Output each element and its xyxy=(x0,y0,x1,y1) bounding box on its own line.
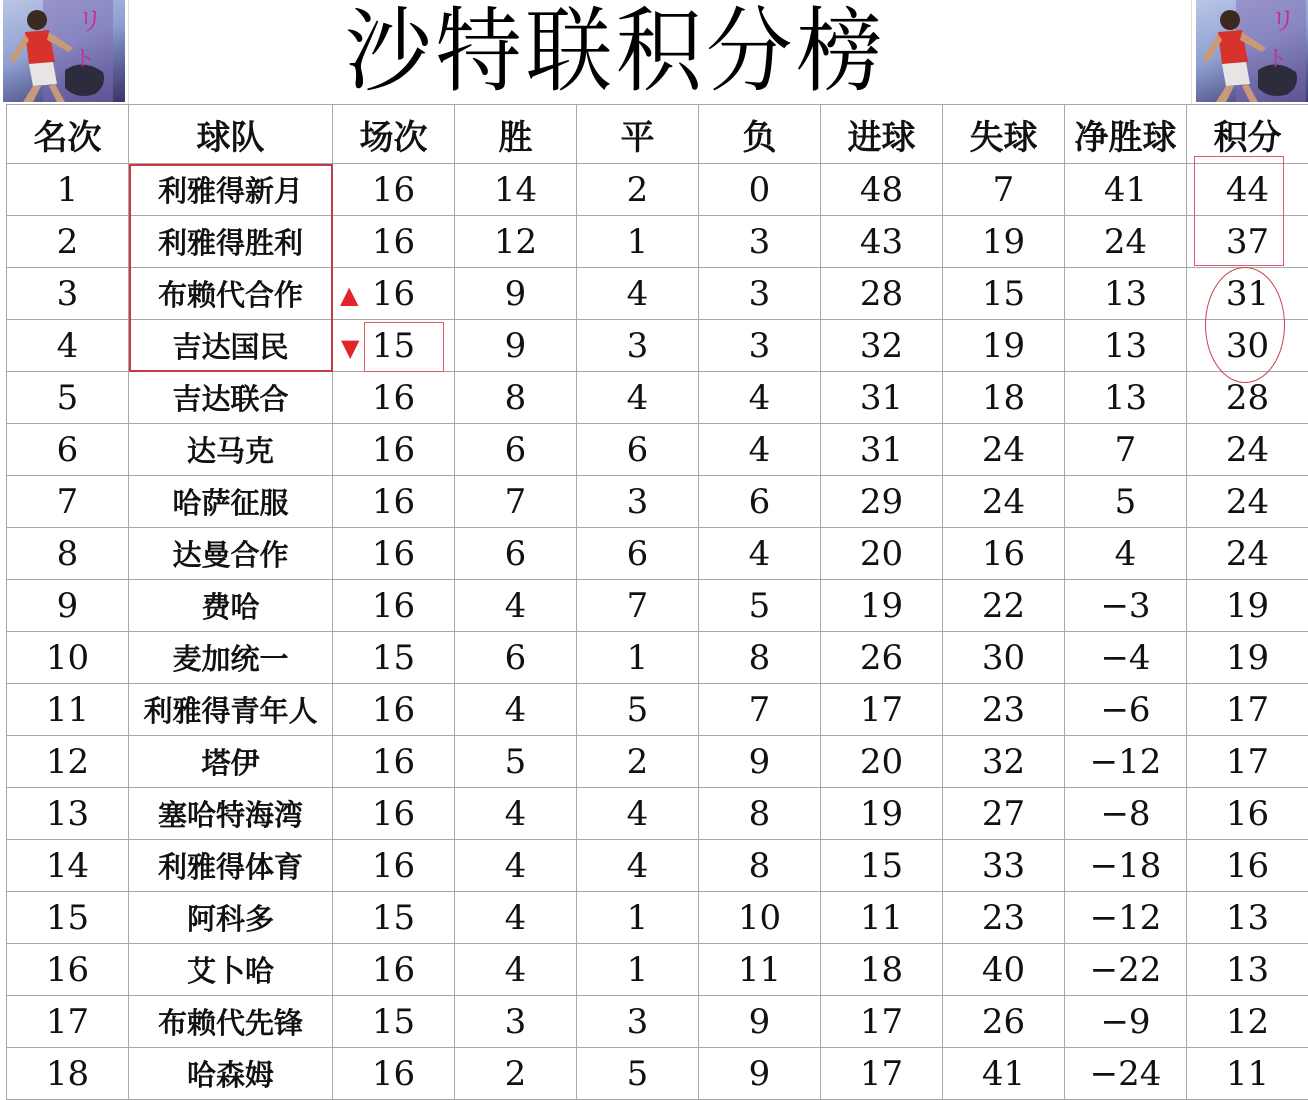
drawn-cell: 4 xyxy=(577,788,699,840)
table-row xyxy=(7,372,1308,424)
points-cell: 17 xyxy=(1187,684,1308,736)
col-header-won: 胜 xyxy=(455,105,577,164)
won-cell: 9 xyxy=(455,320,577,372)
table-row xyxy=(7,684,1308,736)
goals-for-cell: 20 xyxy=(821,736,943,788)
team-name: 阿科多 xyxy=(129,892,333,944)
won-cell: 3 xyxy=(455,996,577,1048)
basketball-player-icon xyxy=(3,0,125,102)
lost-cell: 9 xyxy=(699,1048,821,1100)
rank-cell: 11 xyxy=(7,684,129,736)
lost-cell: 4 xyxy=(699,424,821,476)
drawn-cell: 1 xyxy=(577,892,699,944)
rank-cell: 16 xyxy=(7,944,129,996)
goals-for-cell: 17 xyxy=(821,996,943,1048)
points-cell: 24 xyxy=(1187,528,1308,580)
points-cell: 11 xyxy=(1187,1048,1308,1100)
played-cell: 16 xyxy=(333,528,455,580)
rank-cell: 12 xyxy=(7,736,129,788)
goals-against-cell: 26 xyxy=(943,996,1065,1048)
points-cell: 44 xyxy=(1187,164,1308,216)
team-name: 布赖代先锋 xyxy=(129,996,333,1048)
goal-diff-cell: −8 xyxy=(1065,788,1187,840)
drawn-cell: 3 xyxy=(577,996,699,1048)
team-name: 利雅得青年人 xyxy=(129,684,333,736)
rank-cell: 4 xyxy=(7,320,129,372)
points-cell: 28 xyxy=(1187,372,1308,424)
rank-cell: 5 xyxy=(7,372,129,424)
goal-diff-cell: −24 xyxy=(1065,1048,1187,1100)
points-cell: 17 xyxy=(1187,736,1308,788)
goal-diff-cell: 7 xyxy=(1065,424,1187,476)
svg-text:ト: ト xyxy=(1266,47,1288,72)
table-row xyxy=(7,788,1308,840)
goals-against-cell: 15 xyxy=(943,268,1065,320)
team-name: 塞哈特海湾 xyxy=(129,788,333,840)
lost-cell: 4 xyxy=(699,528,821,580)
played-cell: 16 xyxy=(333,164,455,216)
goals-against-cell: 22 xyxy=(943,580,1065,632)
drawn-cell: 3 xyxy=(577,476,699,528)
col-header-goal-diff: 净胜球 xyxy=(1065,105,1187,164)
lost-cell: 9 xyxy=(699,736,821,788)
played-cell: 16 xyxy=(333,788,455,840)
played-cell: 16 xyxy=(333,268,455,320)
drawn-cell: 6 xyxy=(577,528,699,580)
col-header-rank: 名次 xyxy=(7,105,129,164)
lost-cell: 7 xyxy=(699,684,821,736)
goals-for-cell: 17 xyxy=(821,1048,943,1100)
table-row xyxy=(7,892,1308,944)
svg-text:ト: ト xyxy=(73,47,95,72)
points-cell: 24 xyxy=(1187,476,1308,528)
rank-cell: 13 xyxy=(7,788,129,840)
team-name: 利雅得新月 xyxy=(129,164,333,216)
goals-for-cell: 17 xyxy=(821,684,943,736)
drawn-cell: 4 xyxy=(577,372,699,424)
goals-against-cell: 24 xyxy=(943,476,1065,528)
basketball-player-icon xyxy=(1196,0,1308,102)
logo-right xyxy=(1196,0,1308,102)
lost-cell: 5 xyxy=(699,580,821,632)
won-cell: 4 xyxy=(455,944,577,996)
team-name: 利雅得胜利 xyxy=(129,216,333,268)
goals-against-cell: 18 xyxy=(943,372,1065,424)
goals-against-cell: 16 xyxy=(943,528,1065,580)
played-cell: 16 xyxy=(333,424,455,476)
points-highlight xyxy=(1194,156,1284,266)
goal-diff-cell: 13 xyxy=(1065,268,1187,320)
rank-cell: 7 xyxy=(7,476,129,528)
col-header-goals-for: 进球 xyxy=(821,105,943,164)
lost-cell: 8 xyxy=(699,632,821,684)
top-four-highlight xyxy=(129,164,333,372)
goals-against-cell: 41 xyxy=(943,1048,1065,1100)
goals-against-cell: 33 xyxy=(943,840,1065,892)
lost-cell: 3 xyxy=(699,320,821,372)
drawn-cell: 4 xyxy=(577,268,699,320)
lost-cell: 11 xyxy=(699,944,821,996)
won-cell: 7 xyxy=(455,476,577,528)
points-cell: 37 xyxy=(1187,216,1308,268)
lost-cell: 3 xyxy=(699,216,821,268)
goal-diff-cell: −9 xyxy=(1065,996,1187,1048)
goal-diff-cell: 13 xyxy=(1065,320,1187,372)
drawn-cell: 1 xyxy=(577,632,699,684)
table-row xyxy=(7,944,1308,996)
team-name: 吉达联合 xyxy=(129,372,333,424)
col-header-drawn: 平 xyxy=(577,105,699,164)
won-cell: 4 xyxy=(455,684,577,736)
table-row xyxy=(7,580,1308,632)
played-cell: 16 xyxy=(333,476,455,528)
drawn-cell: 2 xyxy=(577,736,699,788)
goals-against-cell: 30 xyxy=(943,632,1065,684)
won-cell: 6 xyxy=(455,424,577,476)
rank-cell: 3 xyxy=(7,268,129,320)
points-cell: 31 xyxy=(1187,268,1308,320)
goals-against-cell: 24 xyxy=(943,424,1065,476)
goal-diff-cell: 4 xyxy=(1065,528,1187,580)
rank-cell: 10 xyxy=(7,632,129,684)
won-cell: 4 xyxy=(455,580,577,632)
goals-for-cell: 20 xyxy=(821,528,943,580)
played-cell: 16 xyxy=(333,736,455,788)
played-cell: 16 xyxy=(333,372,455,424)
goal-diff-cell: 13 xyxy=(1065,372,1187,424)
rank-cell: 14 xyxy=(7,840,129,892)
points-cell: 24 xyxy=(1187,424,1308,476)
team-name: 达曼合作 xyxy=(129,528,333,580)
played-cell: 16 xyxy=(333,944,455,996)
drawn-cell: 5 xyxy=(577,684,699,736)
goal-diff-cell: −12 xyxy=(1065,892,1187,944)
points-cell: 30 xyxy=(1187,320,1308,372)
goals-for-cell: 11 xyxy=(821,892,943,944)
logo-left xyxy=(3,0,125,102)
goals-against-cell: 32 xyxy=(943,736,1065,788)
drawn-cell: 1 xyxy=(577,944,699,996)
goal-diff-cell: −12 xyxy=(1065,736,1187,788)
won-cell: 4 xyxy=(455,892,577,944)
goal-diff-cell: −4 xyxy=(1065,632,1187,684)
points-cell: 19 xyxy=(1187,580,1308,632)
team-name: 布赖代合作 xyxy=(129,268,333,320)
points-circle xyxy=(1205,267,1285,383)
won-cell: 4 xyxy=(455,788,577,840)
points-cell: 19 xyxy=(1187,632,1308,684)
drawn-cell: 3 xyxy=(577,320,699,372)
table-row xyxy=(7,1048,1308,1100)
won-cell: 6 xyxy=(455,528,577,580)
won-cell: 8 xyxy=(455,372,577,424)
played-cell: 15 xyxy=(333,996,455,1048)
goals-against-cell: 23 xyxy=(943,684,1065,736)
played-cell: 16 xyxy=(333,216,455,268)
goals-for-cell: 19 xyxy=(821,580,943,632)
won-cell: 12 xyxy=(455,216,577,268)
team-name: 麦加统一 xyxy=(129,632,333,684)
rank-cell: 17 xyxy=(7,996,129,1048)
rank-cell: 1 xyxy=(7,164,129,216)
won-cell: 4 xyxy=(455,840,577,892)
goals-against-cell: 19 xyxy=(943,216,1065,268)
played-highlight xyxy=(364,322,444,372)
team-name: 艾卜哈 xyxy=(129,944,333,996)
drawn-cell: 5 xyxy=(577,1048,699,1100)
goal-diff-cell: −22 xyxy=(1065,944,1187,996)
points-cell: 13 xyxy=(1187,944,1308,996)
goal-diff-cell: −18 xyxy=(1065,840,1187,892)
goals-for-cell: 28 xyxy=(821,268,943,320)
team-name: 吉达国民 xyxy=(129,320,333,372)
team-name: 费哈 xyxy=(129,580,333,632)
drawn-cell: 4 xyxy=(577,840,699,892)
team-name: 哈森姆 xyxy=(129,1048,333,1100)
goals-for-cell: 31 xyxy=(821,424,943,476)
goals-against-cell: 27 xyxy=(943,788,1065,840)
goals-against-cell: 40 xyxy=(943,944,1065,996)
rank-cell: 9 xyxy=(7,580,129,632)
drawn-cell: 6 xyxy=(577,424,699,476)
goals-for-cell: 26 xyxy=(821,632,943,684)
lost-cell: 9 xyxy=(699,996,821,1048)
goal-diff-cell: 24 xyxy=(1065,216,1187,268)
played-cell: 15 xyxy=(333,892,455,944)
team-name: 利雅得体育 xyxy=(129,840,333,892)
rank-cell: 18 xyxy=(7,1048,129,1100)
goals-for-cell: 18 xyxy=(821,944,943,996)
drawn-cell: 7 xyxy=(577,580,699,632)
lost-cell: 10 xyxy=(699,892,821,944)
goals-for-cell: 43 xyxy=(821,216,943,268)
header-row xyxy=(7,105,1308,164)
col-header-lost: 负 xyxy=(699,105,821,164)
goals-for-cell: 48 xyxy=(821,164,943,216)
played-cell: 15 xyxy=(333,320,455,372)
played-cell: 16 xyxy=(333,840,455,892)
rank-up-icon: ▲ xyxy=(340,283,358,307)
won-cell: 9 xyxy=(455,268,577,320)
team-name: 哈萨征服 xyxy=(129,476,333,528)
table-row xyxy=(7,736,1308,788)
col-header-goals-against: 失球 xyxy=(943,105,1065,164)
points-cell: 16 xyxy=(1187,788,1308,840)
goal-diff-cell: −3 xyxy=(1065,580,1187,632)
table-row xyxy=(7,476,1308,528)
table-row xyxy=(7,996,1308,1048)
won-cell: 6 xyxy=(455,632,577,684)
drawn-cell: 1 xyxy=(577,216,699,268)
rank-cell: 15 xyxy=(7,892,129,944)
table-row xyxy=(7,840,1308,892)
table-row xyxy=(7,632,1308,684)
points-cell: 16 xyxy=(1187,840,1308,892)
points-cell: 13 xyxy=(1187,892,1308,944)
goal-diff-cell: −6 xyxy=(1065,684,1187,736)
goals-for-cell: 32 xyxy=(821,320,943,372)
goal-diff-cell: 41 xyxy=(1065,164,1187,216)
goals-for-cell: 19 xyxy=(821,788,943,840)
svg-text:リ: リ xyxy=(1270,7,1296,37)
goals-for-cell: 31 xyxy=(821,372,943,424)
goals-for-cell: 29 xyxy=(821,476,943,528)
page-title: 沙特联积分榜 xyxy=(345,0,965,106)
lost-cell: 8 xyxy=(699,840,821,892)
table-row xyxy=(7,424,1308,476)
table-row xyxy=(7,528,1308,580)
lost-cell: 6 xyxy=(699,476,821,528)
played-cell: 16 xyxy=(333,580,455,632)
played-cell: 16 xyxy=(333,684,455,736)
rank-cell: 6 xyxy=(7,424,129,476)
won-cell: 2 xyxy=(455,1048,577,1100)
rank-cell: 8 xyxy=(7,528,129,580)
played-cell: 15 xyxy=(333,632,455,684)
rank-down-icon: ▼ xyxy=(341,336,359,360)
col-header-team: 球队 xyxy=(129,105,333,164)
team-name: 达马克 xyxy=(129,424,333,476)
goals-against-cell: 23 xyxy=(943,892,1065,944)
team-name: 塔伊 xyxy=(129,736,333,788)
col-header-points: 积分 xyxy=(1187,105,1308,164)
col-header-played: 场次 xyxy=(333,105,455,164)
lost-cell: 4 xyxy=(699,372,821,424)
lost-cell: 3 xyxy=(699,268,821,320)
won-cell: 14 xyxy=(455,164,577,216)
goal-diff-cell: 5 xyxy=(1065,476,1187,528)
points-cell: 12 xyxy=(1187,996,1308,1048)
played-cell: 16 xyxy=(333,1048,455,1100)
lost-cell: 0 xyxy=(699,164,821,216)
rank-cell: 2 xyxy=(7,216,129,268)
drawn-cell: 2 xyxy=(577,164,699,216)
goals-against-cell: 19 xyxy=(943,320,1065,372)
svg-text:リ: リ xyxy=(77,7,103,37)
goals-against-cell: 7 xyxy=(943,164,1065,216)
goals-for-cell: 15 xyxy=(821,840,943,892)
won-cell: 5 xyxy=(455,736,577,788)
lost-cell: 8 xyxy=(699,788,821,840)
